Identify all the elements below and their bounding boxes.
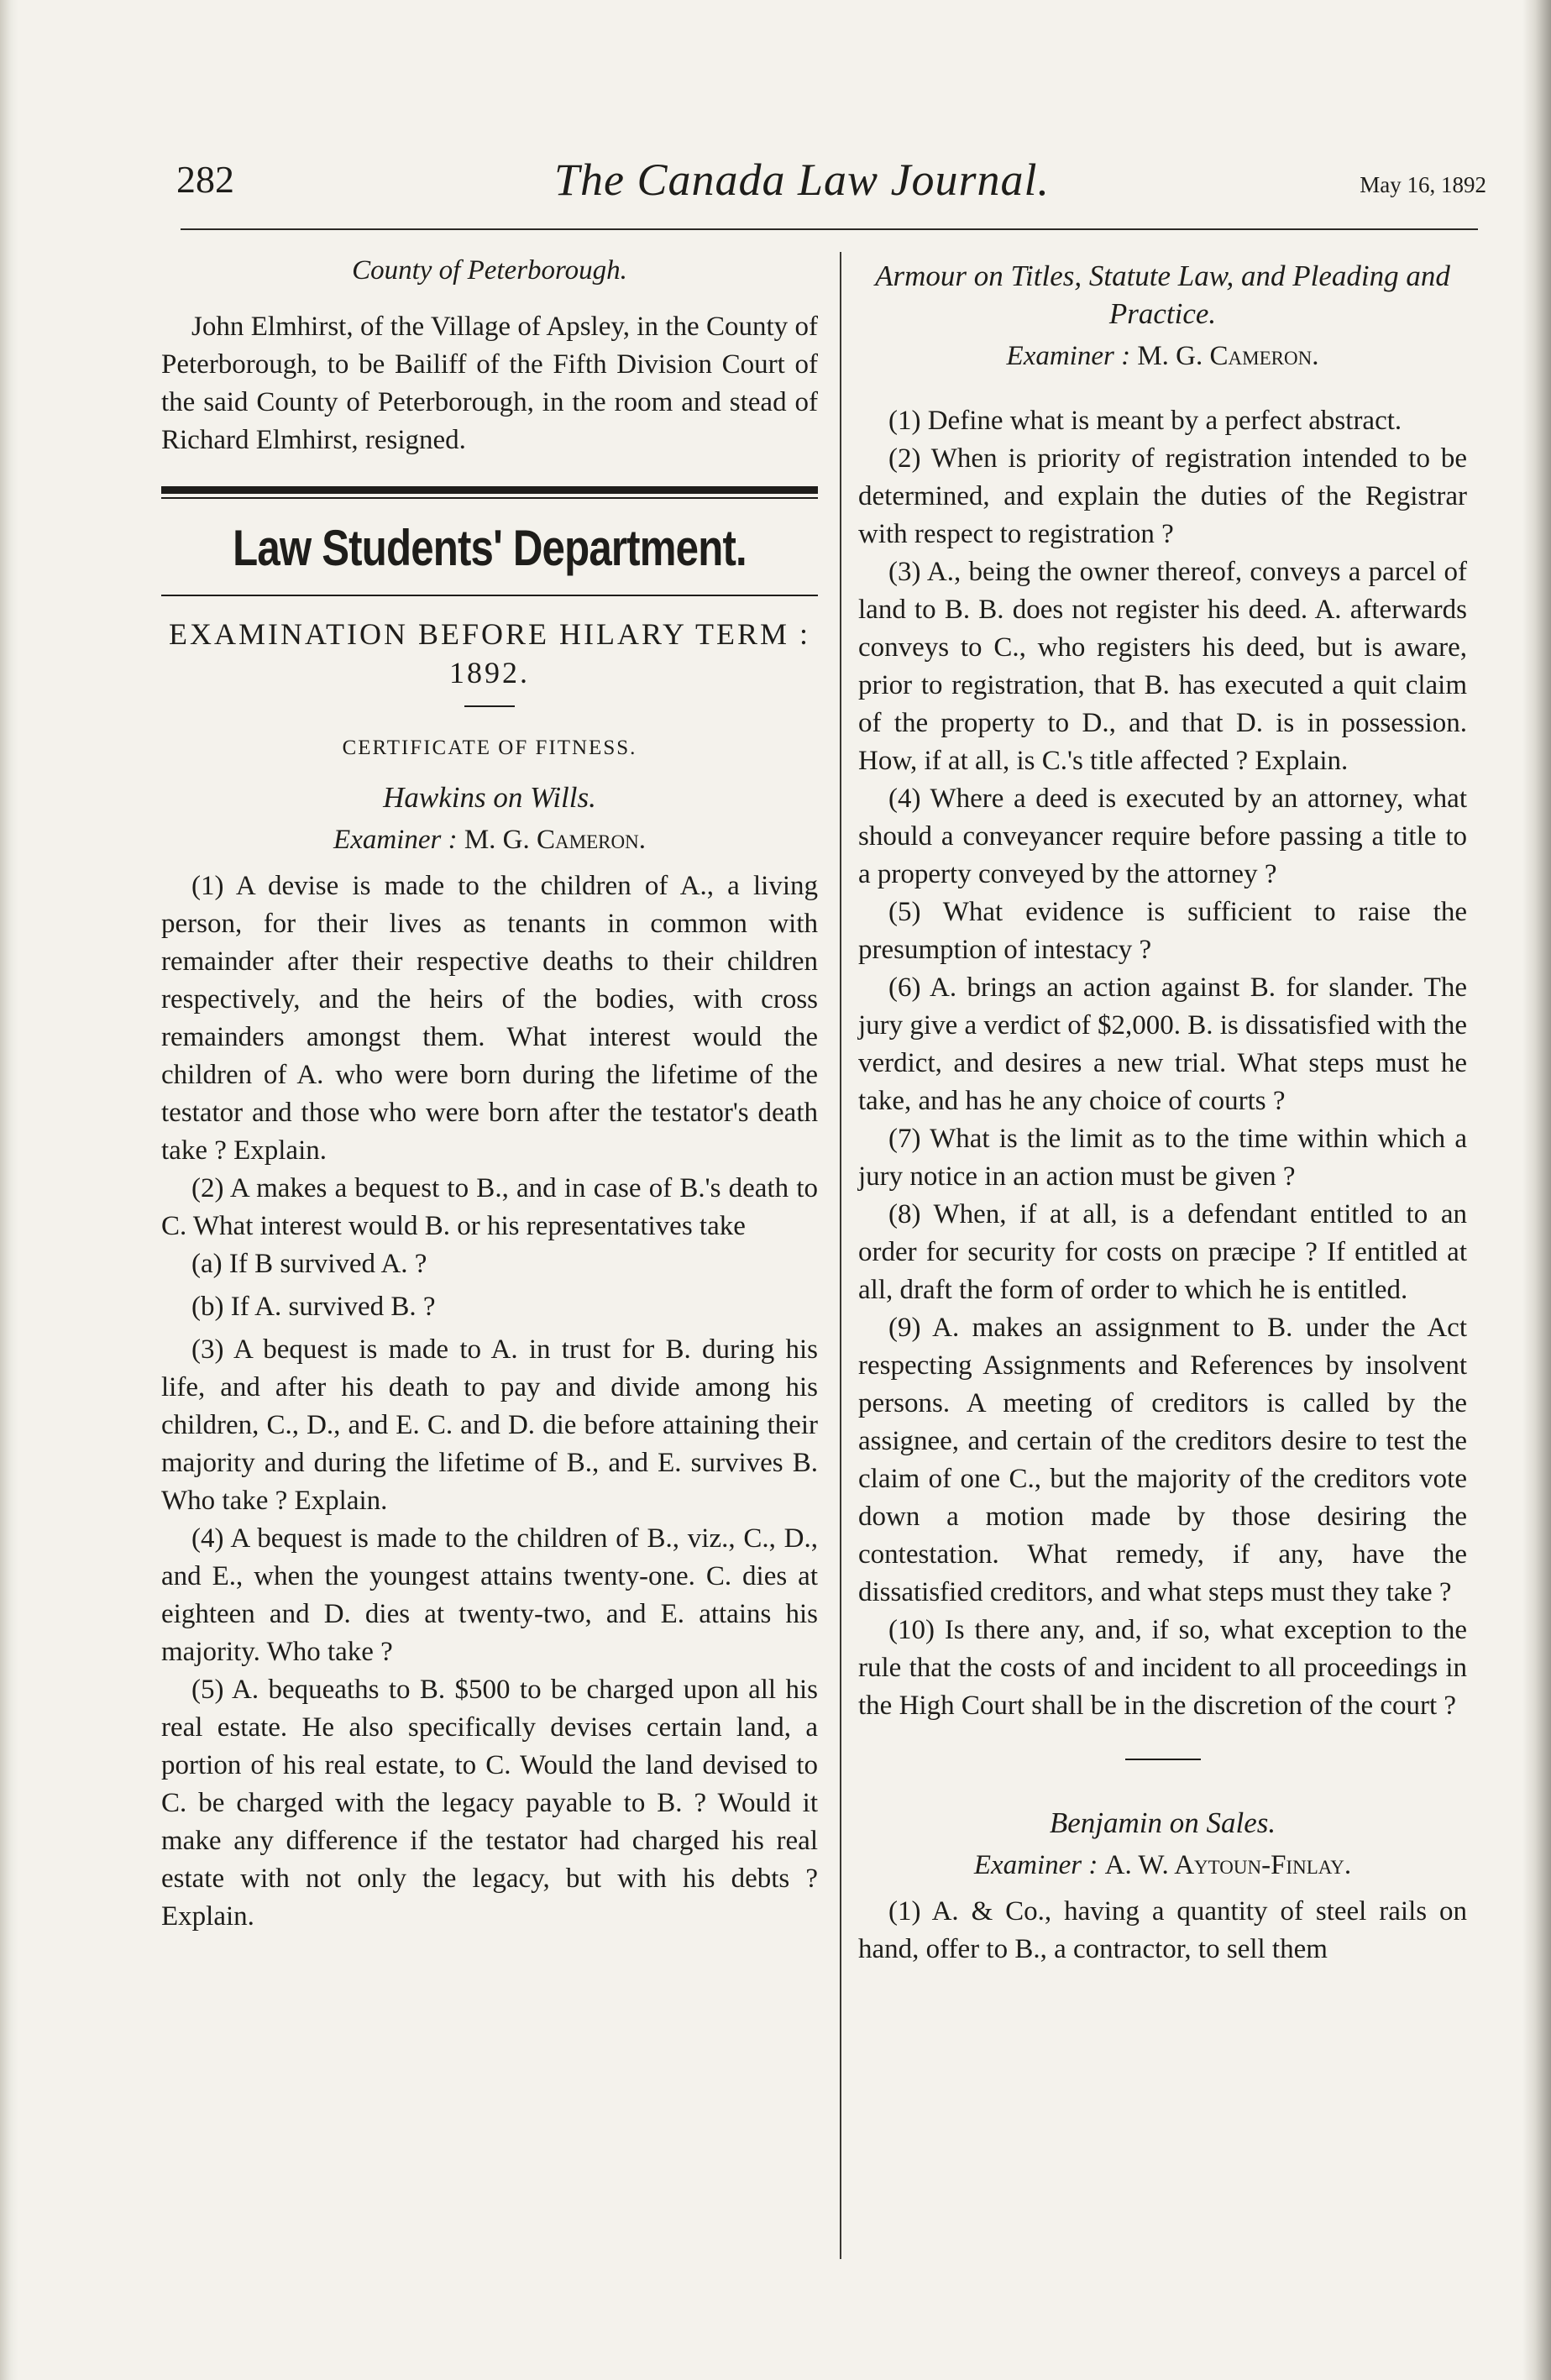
examiner-name: A. W. Aytoun-Finlay. xyxy=(1104,1850,1352,1880)
question-1: (1) A devise is made to the children of A., a living person, for their lives as tenants in common with remainder after their respective deaths to their children respectively, and the heirs of the bodies, with cross remainders amongst them. What interest would the children of A. who were born during the lifetime of the testator and those who were born after the testator's death take ? Explain. xyxy=(161,871,818,1166)
question-8: (8) When, if at all, is a defendant entitled to an order for security for costs on præcipe ? If entitled at all, draft the form of order to which he is entitled. xyxy=(858,1199,1467,1305)
question-6: (6) A. brings an action against B. for slander. The jury give a verdict of $2,000. B. is dissatisfied with the verdict, and desires a new trial. What steps must he take, and has he any choice of courts ? xyxy=(858,972,1467,1116)
exam-heading: EXAMINATION BEFORE HILARY TERM : 1892. xyxy=(168,617,810,689)
left-column xyxy=(161,252,818,1936)
question-1-sales: (1) A. & Co., having a quantity of steel rails on hand, offer to B., a contractor, to sell them xyxy=(858,1896,1467,1964)
issue-date: May 16, 1892 xyxy=(1360,172,1486,197)
examiner-line-armour xyxy=(858,338,1467,375)
subject-heading-armour: Armour on Titles, Statute Law, and Pleading and Practice. xyxy=(875,259,1450,330)
county-heading: County of Peterborough. xyxy=(352,255,627,286)
examiner-label: Examiner : xyxy=(333,825,458,855)
question-4: (4) A bequest is made to the children of B., viz., C., D., and E., when the youngest attains twenty-one. C. dies at eighteen and D. dies at twenty-two, and E. attains his majority. Who take ? xyxy=(161,1523,818,1667)
short-rule xyxy=(464,705,515,707)
examiner-line-benjamin xyxy=(858,1847,1467,1885)
department-title: Law Students' Department. xyxy=(233,520,747,576)
examiner-name: M. G. Cameron. xyxy=(1137,341,1319,371)
question-2a: (a) If B survived A. ? xyxy=(191,1249,427,1279)
examiner-label: Examiner : xyxy=(973,1850,1098,1880)
page-edge-left xyxy=(0,0,18,2380)
question-2: (2) When is priority of registration intended to be determined, and explain the duties of the Registrar with respect to registration ? xyxy=(858,443,1467,549)
question-4: (4) Where a deed is executed by an attorney, what should a conveyancer require before passing a title to a property conveyed by the attorney ? xyxy=(858,784,1467,889)
question-2: (2) A makes a bequest to B., and in case of B.'s death to C. What interest would B. or his representatives take xyxy=(161,1173,818,1241)
department-rule xyxy=(161,595,818,596)
column-divider xyxy=(840,252,841,2259)
question-5: (5) What evidence is sufficient to raise the presumption of intestacy ? xyxy=(858,897,1467,965)
right-column xyxy=(858,252,1467,1968)
question-10: (10) Is there any, and, if so, what exception to the rule that the costs of and incident to all proceedings in the High Court shall be in the discretion of the court ? xyxy=(858,1615,1467,1721)
question-3: (3) A., being the owner thereof, conveys a parcel of land to B. B. does not register his deed. A. afterwards conveys to C., who registers his deed, but is aware, prior to registration, that B. has executed a quit claim of the property to D., and that D. is in possession. How, if at all, is C.'s title affected ? Explain. xyxy=(858,557,1467,776)
question-7: (7) What is the limit as to the time within which a jury notice in an action must be given ? xyxy=(858,1124,1467,1192)
question-3: (3) A bequest is made to A. in trust for B. during his life, and after his death to pay and divide among his children, C., D., and E. C. and D. die before attaining their majority and during the lifetime of B., and E. survives B. Who take ? Explain. xyxy=(161,1334,818,1516)
journal-title: The Canada Law Journal. xyxy=(554,155,1051,205)
section-rule-thick xyxy=(161,486,818,494)
page-number: 282 xyxy=(176,158,234,201)
appointment-notice: John Elmhirst, of the Village of Apsley, in the County of Peterborough, to be Bailiff of the Fifth Division Court of the said County of Peterborough, in the room and stead of Richard Elmhirst, resigned. xyxy=(161,312,818,455)
section-rule-thin xyxy=(161,497,818,499)
question-9: (9) A. makes an assignment to B. under the Act respecting Assignments and References by insolvent persons. A meeting of creditors is called by the assignee, and certain of the creditors desire to test the claim of one C., but the majority of the creditors vote down a motion made by those desiring the contestation. What remedy, if any, have the dissatisfied creditors, and what steps must they take ? xyxy=(858,1313,1467,1607)
question-1: (1) Define what is meant by a perfect abstract. xyxy=(888,406,1402,436)
page-edge-right xyxy=(1522,0,1551,2380)
running-header xyxy=(160,147,1486,214)
subject-heading-benjamin: Benjamin on Sales. xyxy=(1049,1806,1276,1839)
question-2b: (b) If A. survived B. ? xyxy=(191,1292,436,1322)
question-5: (5) A. bequeaths to B. $500 to be charged upon all his real estate. He also specifically devises certain land, a portion of his real estate, to C. Would the land devised to C. be charged with the legacy payable to B. ? Would it make any difference if the testator had charged his real estate with not only the legacy, but with his debts ? Explain. xyxy=(161,1675,818,1932)
short-rule xyxy=(1125,1759,1201,1760)
certificate-heading: CERTIFICATE OF FITNESS. xyxy=(342,737,637,759)
examiner-line xyxy=(161,821,818,859)
examiner-label: Examiner : xyxy=(1006,341,1131,371)
examiner-name: M. G. Cameron. xyxy=(464,825,646,855)
subject-heading: Hawkins on Wills. xyxy=(383,781,596,814)
header-rule xyxy=(181,228,1478,230)
